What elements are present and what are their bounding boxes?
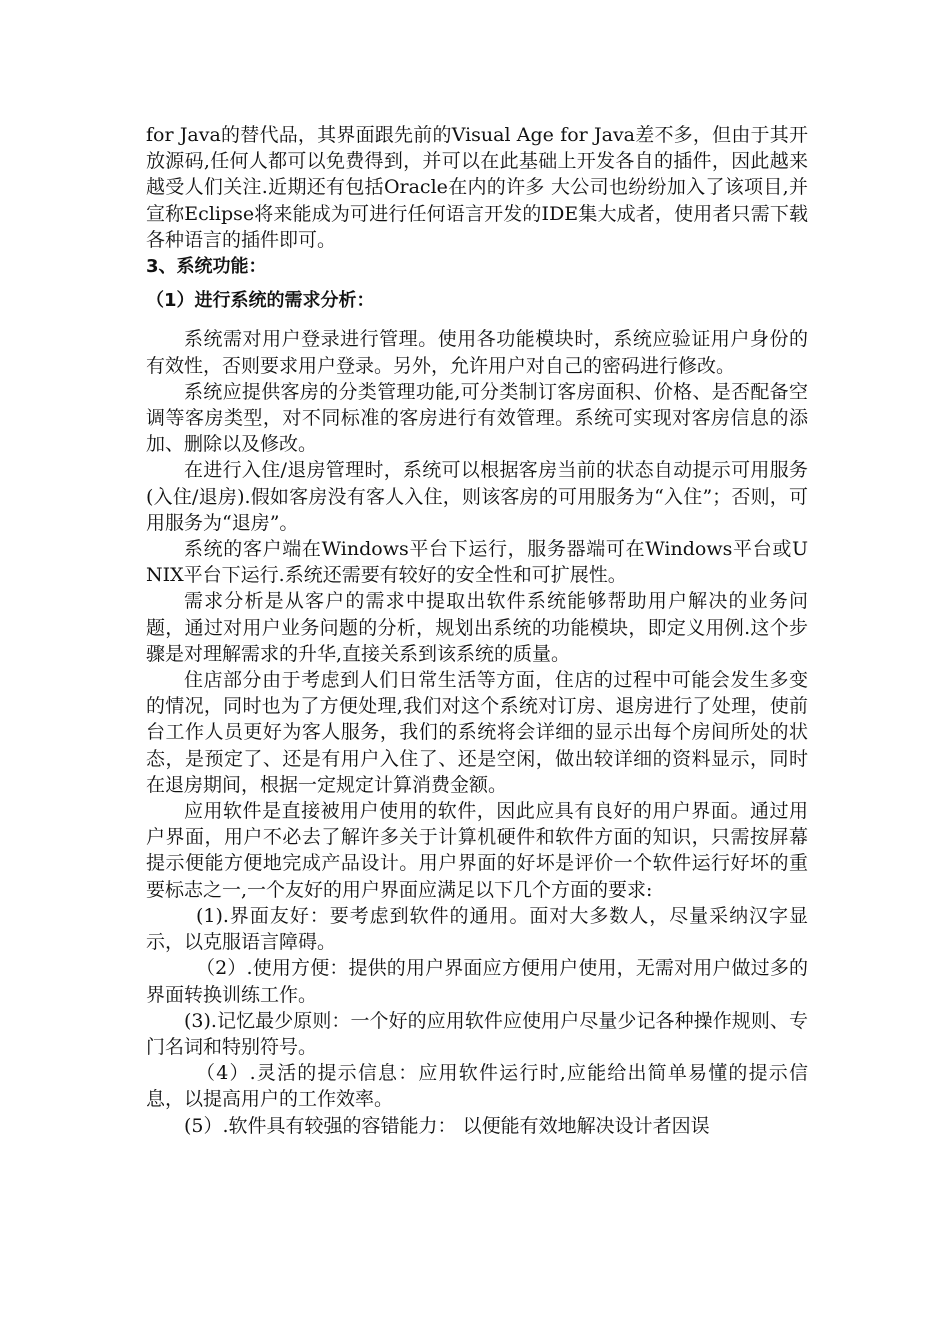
section-heading: 3、系统功能：: [146, 256, 267, 278]
requirement-item: (1).界面友好：要考虑到软件的通用。面对大多数人，尽量采纳汉字显示，以克服语言障碍。: [146, 904, 808, 954]
intro-paragraph: for Java的替代品，其界面跟先前的Visual Age for Java差不多，但由于其开放源码,任何人都可以免费得到，并可以在此基础上开发各自的插件，因此越来越受人们关注.近期还有包括Oracle在内的许多 大公司也纷纷加入了该项目,并宣称Eclipse将来能成为可进行任何语言开发的IDE集大成者，使用者只需下载各种语言的插件即可。: [146, 124, 808, 251]
requirement-item: （2）.使用方便：提供的用户界面应方便用户使用，无需对用户做过多的界面转换训练工作。: [146, 957, 808, 1006]
paragraph-platform: 系统的客户端在Windows平台下运行，服务器端可在Windows平台或UNIX平台下运行.系统还需要有较好的安全性和可扩展性。: [146, 538, 808, 587]
paragraph-checkin-checkout: 在进行入住/退房管理时，系统可以根据客房当前的状态自动提示可用服务(入住/退房).假如客房没有客人入住，则该客房的可用服务为“入住”；否则，可用服务为“退房”。: [146, 459, 808, 534]
requirement-item: (5）.软件具有较强的容错能力： 以便能有效地解决设计者因误: [184, 1114, 710, 1137]
paragraph-login-management: 系统需对用户登录进行管理。使用各功能模块时，系统应验证用户身份的有效性，否则要求用户登录。另外，允许用户对自己的密码进行修改。: [146, 328, 808, 377]
paragraph-room-classification: 系统应提供客房的分类管理功能,可分类制订客房面积、价格、是否配备空调等客房类型，对不同标准的客房进行有效管理。系统可实现对客房信息的添加、删除以及修改。: [146, 380, 808, 456]
requirement-item: （4）.灵活的提示信息：应用软件运行时,应能给出简单易懂的提示信息，以提高用户的工作效率。: [146, 1062, 808, 1111]
requirement-item: (3).记忆最少原则：一个好的应用软件应使用户尽量少记各种操作规则、专门名词和特别符号。: [146, 1009, 808, 1058]
subsection-heading: （1）进行系统的需求分析：: [146, 290, 375, 312]
document-body: [146, 122, 808, 1139]
paragraph-hotel-stay: 住店部分由于考虑到人们日常生活等方面，住店的过程中可能会发生多变的情况，同时也为了方便处理,我们对这个系统对订房、退房进行了处理，使前台工作人员更好为客人服务，我们的系统将会详细的显示出每个房间所处的状态，是预定了、还是有用户入住了、还是空闲，做出较详细的资料显示，同时在退房期间，根据一定规定计算消费金额。: [146, 669, 808, 796]
paragraph-requirement-analysis: 需求分析是从客户的需求中提取出软件系统能够帮助用户解决的业务问题，通过对用户业务问题的分析，规划出系统的功能模块，即定义用例.这个步骤是对理解需求的升华,直接关系到该系统的质量。: [146, 590, 808, 665]
paragraph-user-interface: 应用软件是直接被用户使用的软件，因此应具有良好的用户界面。通过用户界面，用户不必去了解许多关于计算机硬件和软件方面的知识，只需按屏幕提示便能方便地完成产品设计。用户界面的好坏是评价一个软件运行好坏的重要标志之一,一个友好的用户界面应满足以下几个方面的要求:: [146, 800, 808, 901]
